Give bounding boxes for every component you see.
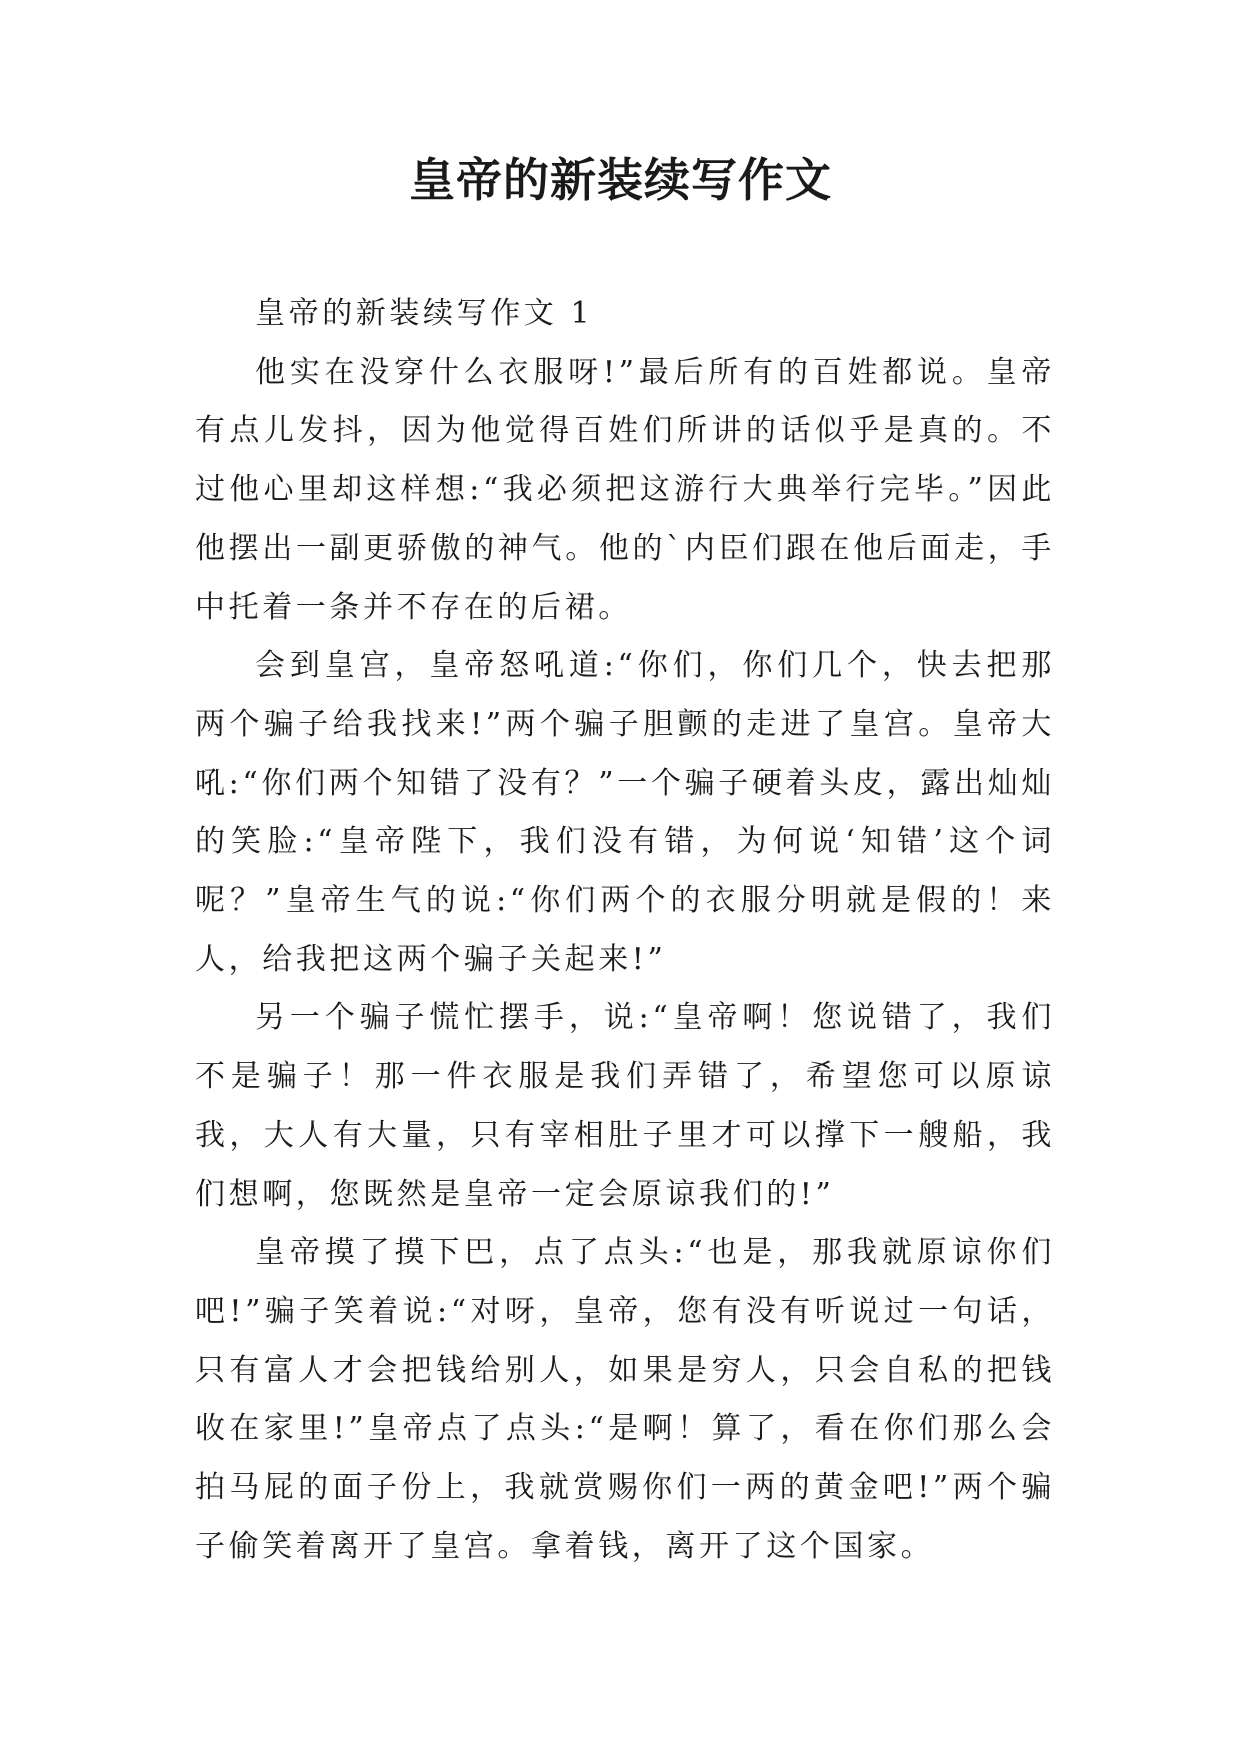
section-heading: 皇帝的新装续写作文 1 — [255, 296, 594, 331]
paragraph-1: 他实在没穿什么衣服呀!”最后所有的百姓都说。皇帝有点儿发抖，因为他觉得百姓们所讲的话似乎是真的。不过他心里却这样想:“我必须把这游行大典举行完毕。”因此他摆出一副更骄傲的神气。他的`内臣们跟在他后面走，手中托着一条并不存在的后裙。 — [195, 354, 1055, 625]
document-title: 皇帝的新装续写作文 — [409, 153, 832, 207]
paragraph-2: 会到皇宫，皇帝怒吼道:“你们，你们几个，快去把那两个骗子给我找来!”两个骗子胆颤的走进了皇宫。皇帝大吼:“你们两个知错了没有？”一个骗子硬着头皮，露出灿灿的笑脸:“皇帝陛下，我们没有错，为何说‘知错’这个词呢？”皇帝生气的说:“你们两个的衣服分明就是假的！来人，给我把这两个骗子关起来!” — [195, 648, 1055, 977]
paragraph-4: 皇帝摸了摸下巴，点了点头:“也是，那我就原谅你们吧!”骗子笑着说:“对呀，皇帝，您有没有听说过一句话，只有富人才会把钱给别人，如果是穷人，只会自私的把钱收在家里!”皇帝点了点头:“是啊！算了，看在你们那么会拍马屁的面子份上，我就赏赐你们一两的黄金吧!”两个骗子偷笑着离开了皇宫。拿着钱，离开了这个国家。 — [195, 1235, 1055, 1564]
document-body — [195, 285, 1055, 1576]
paragraph-3: 另一个骗子慌忙摆手，说:“皇帝啊！您说错了，我们不是骗子！那一件衣服是我们弄错了，希望您可以原谅我，大人有大量，只有宰相肚子里才可以撑下一艘船，我们想啊，您既然是皇帝一定会原谅我们的!” — [195, 1000, 1055, 1212]
